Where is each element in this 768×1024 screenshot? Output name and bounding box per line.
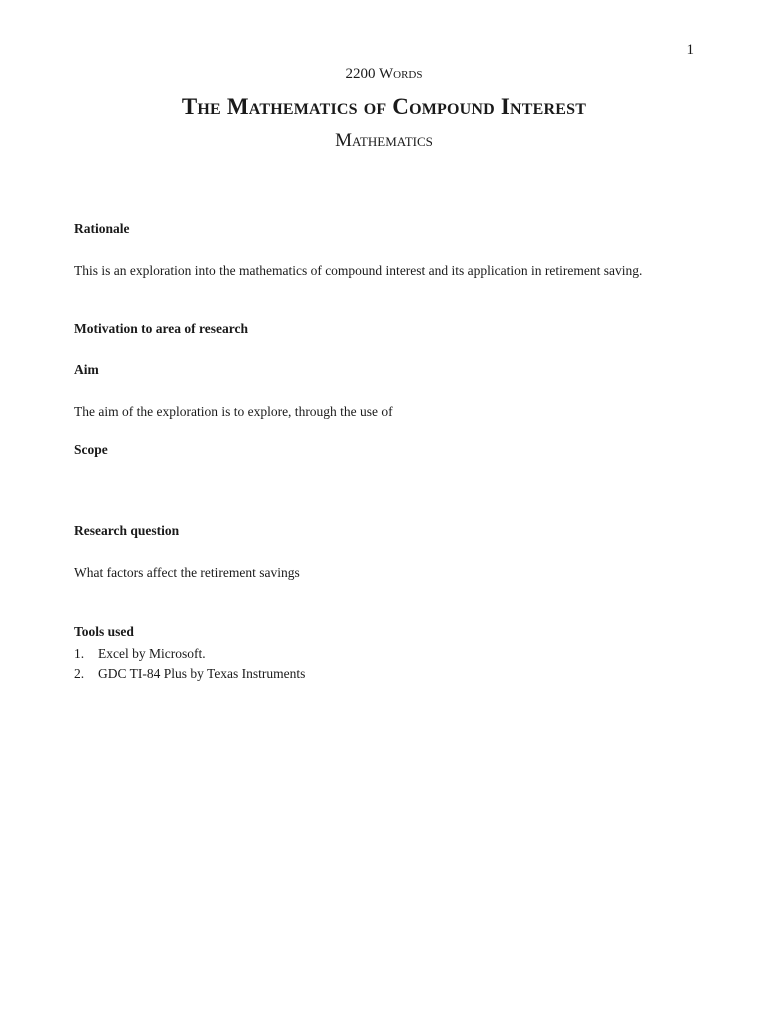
list-item-label: GDC TI-84 Plus by Texas Instruments xyxy=(98,666,306,681)
page-number: 1 xyxy=(686,42,694,58)
list-item xyxy=(74,644,305,664)
rationale-text: This is an exploration into the mathematics of compound interest and its application in retirement saving. xyxy=(74,263,643,278)
list-item-number: 2. xyxy=(74,666,85,681)
research-question-text: What factors affect the retirement savings xyxy=(74,565,300,580)
aim-text: The aim of the exploration is to explore, through the use of xyxy=(74,404,393,419)
tools-list xyxy=(74,644,305,684)
list-item-number: 1. xyxy=(74,646,85,661)
tools-heading: Tools used xyxy=(74,624,134,639)
motivation-heading: Motivation to area of research xyxy=(74,321,248,336)
rationale-heading: Rationale xyxy=(74,221,130,236)
list-item xyxy=(74,664,305,684)
list-item-label: Excel by Microsoft. xyxy=(98,646,206,661)
aim-heading: Aim xyxy=(74,362,99,377)
scope-heading: Scope xyxy=(74,442,108,457)
document-title: The Mathematics of Compound Interest xyxy=(181,94,587,119)
word-count: 2200 Words xyxy=(345,66,423,82)
research-question-heading: Research question xyxy=(74,523,180,538)
document-subject: Mathematics xyxy=(335,130,433,151)
